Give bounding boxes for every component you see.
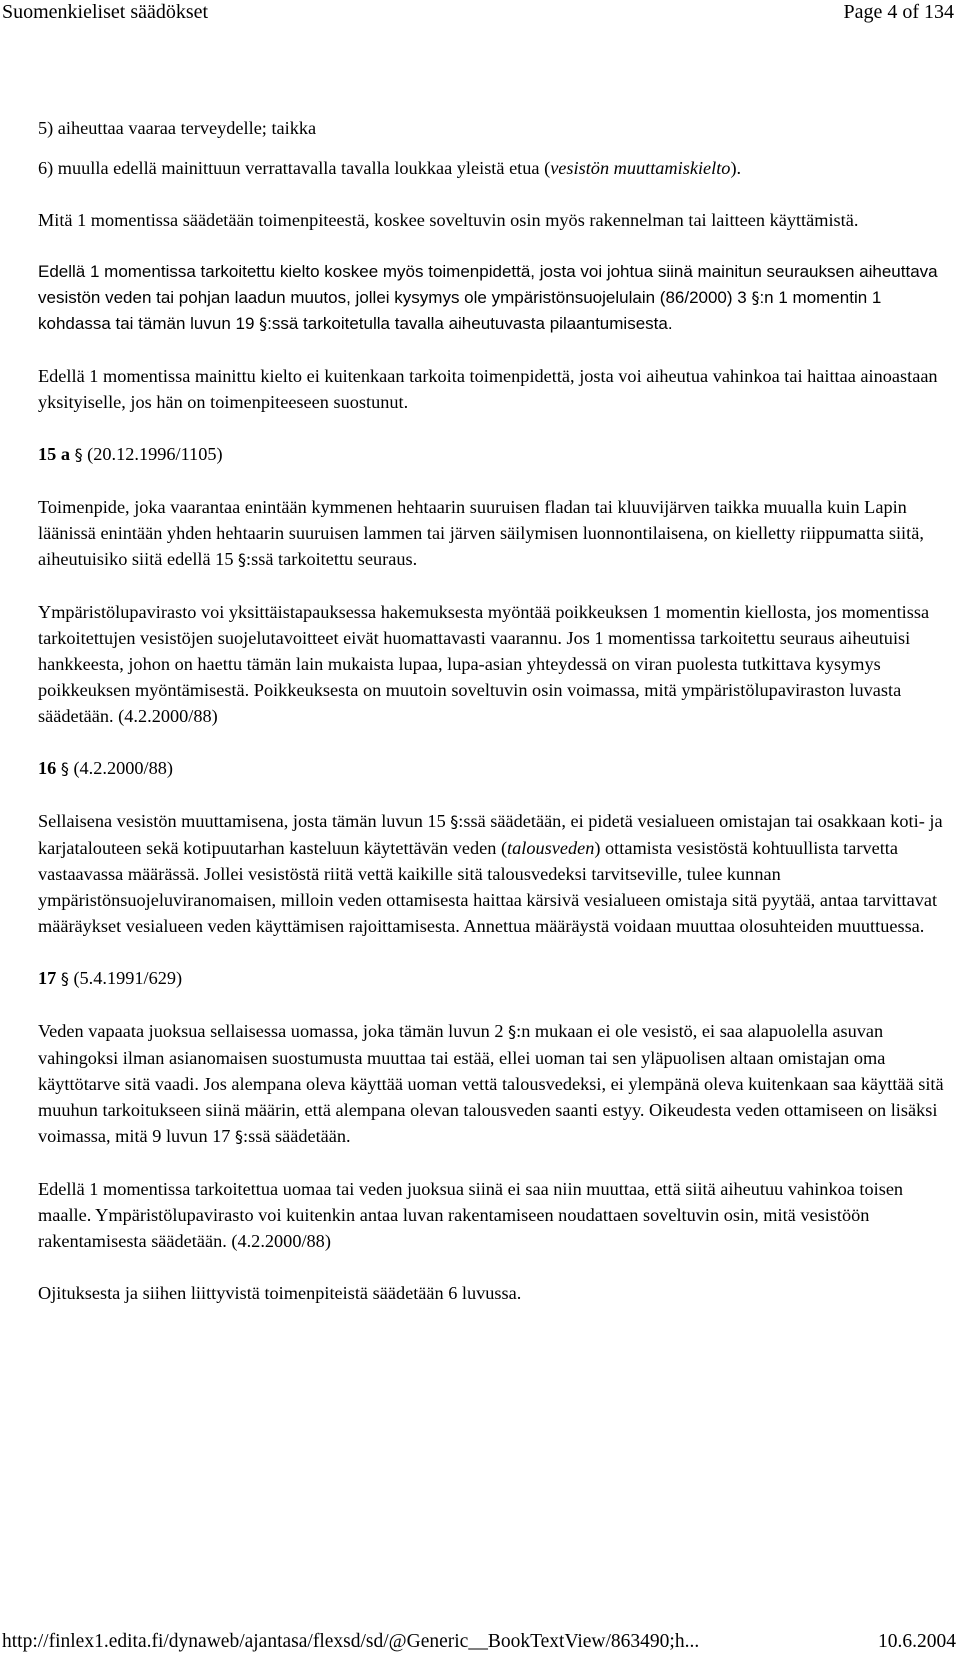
page-number: Page 4 of 134 (843, 1, 954, 23)
paragraph: Ympäristölupavirasto voi yksittäistapauksessa hakemuksesta myöntää poikkeuksen 1 momentin kiellosta, jos momentissa tarkoitettujen vesistöjen suojelutavoitteet eivät huomattavasti vaarannu. Jos 1 momentissa tarkoitettu seuraus aiheutuisi hankkeesta, johon on haettu tämän lain mukaista lupaa, lupa-asian yhteydessä on viran puolesta tutkittava kysymys poikkeuksen myöntämisestä. Poikkeuksesta on muutoin soveltuvin osin voimassa, mitä ympäristölupaviraston luvasta säädetään. (4.2.2000/88) (38, 602, 930, 726)
section-symbol: § (259, 314, 268, 333)
source-url: http://finlex1.edita.fi/dynaweb/ajantasa/flexsd/sd/@Generic__BookTextView/863490;h... (2, 1631, 700, 1652)
section-heading-15a (38, 441, 950, 468)
section-number: 16 (38, 758, 57, 778)
page-header (2, 0, 954, 24)
section-heading-16 (38, 755, 950, 782)
amendment-reference: (5.4.1991/629) (73, 968, 183, 988)
paragraph: Sellaisena vesistön muuttamisena, josta tämän luvun 15 §:ssä säädetään, ei pidetä vesialueen omistajan tai osakkaan koti- ja karjatalouteen sekä kotipuutarhan kasteluun käytettävän veden (talousveden) ottamista vesistöstä kohtuullista tarvetta vastaavassa määrässä. Jollei vesistöstä riitä vettä kaikille sitä talousvedeksi tarvitseville, tulee kunnan ympäristönsuojeluviranomaisen, milloin veden ottamisesta haittaa kärsivä vesialueen omistaja sitä pyytää, antaa tarvittavat määräykset vesialueen veden käyttämisen rajoittamisesta. Annettua määräystä voidaan muuttaa olosuhteiden muuttuessa. (38, 811, 943, 936)
paragraph: Ojituksesta ja siihen liittyvistä toimenpiteistä säädetään 6 luvussa. (38, 1283, 522, 1303)
paragraph-item-6: 6) muulla edellä mainittuun verrattavalla tavalla loukkaa yleistä etua (vesistön muuttamiskielto). (38, 158, 742, 178)
paragraph: Mitä 1 momentissa säädetään toimenpiteestä, koskee soveltuvin osin myös rakennelman tai laitteen käyttämistä. (38, 210, 859, 230)
paragraph: Edellä 1 momentissa tarkoitettua uomaa tai veden juoksua siinä ei saa niin muuttaa, että siitä aiheutuu vahinkoa toisen maalle. Ympäristölupavirasto voi kuitenkin antaa luvan rakentamiseen noudattaen soveltuvin osin, mitä vesistöön rakentamisesta säädetään. (4.2.2000/88) (38, 1179, 904, 1251)
amendment-reference: (20.12.1996/1105) (87, 444, 223, 464)
section-symbol: § (74, 445, 83, 464)
section-symbol: § (508, 1022, 517, 1041)
section-number: 15 a (38, 444, 70, 464)
paragraph-item-5: 5) aiheuttaa vaaraa terveydelle; taikka (38, 118, 317, 138)
paragraph: Toimenpide, joka vaarantaa enintään kymmenen hehtaarin suuruisen fladan tai kluuvijärven taikka muualla kuin Lapin läänissä enintään yhden hehtaarin suuruisen lammen tai järven säilymisen luonnontilaisena, on kielletty riippumatta siitä, aiheutuisiko siitä edellä 15 §:ssä tarkoitettu seuraus. (38, 497, 924, 569)
section-number: 17 (38, 968, 57, 988)
paragraph: Edellä 1 momentissa mainittu kielto ei kuitenkaan tarkoita toimenpidettä, josta voi aiheutua vahinkoa tai haittaa ainoastaan yksityiselle, jos hän on toimenpiteeseen suostunut. (38, 366, 938, 412)
section-symbol: § (238, 550, 247, 569)
page-footer (2, 1630, 956, 1654)
section-symbol: § (60, 969, 69, 988)
term-italic: vesistön muuttamiskielto (550, 158, 731, 178)
section-heading-17 (38, 965, 950, 992)
document-title: Suomenkieliset säädökset (2, 1, 209, 23)
document-body (38, 115, 950, 1332)
section-symbol: § (60, 759, 69, 778)
paragraph: Edellä 1 momentissa tarkoitettu kielto koskee myös toimenpidettä, josta voi johtua siinä mainitun seurauksen aiheuttava vesistön veden tai pohjan laadun muutos, jollei kysymys ole ympäristönsuojelulain (86/2000) 3 §:n 1 momentin 1 kohdassa tai tämän luvun 19 §:ssä tarkoitetulla tavalla aiheutuvasta pilaantumisesta. (38, 262, 938, 333)
amendment-reference: (4.2.2000/88) (73, 758, 173, 778)
section-symbol: § (751, 288, 760, 307)
term-italic: talousveden (507, 838, 595, 858)
print-date: 10.6.2004 (878, 1631, 956, 1652)
section-symbol: § (450, 812, 459, 831)
paragraph: Veden vapaata juoksua sellaisessa uomassa, joka tämän luvun 2 §:n mukaan ei ole vesistö, ei saa alapuolella asuvan vahingoksi ilman asianomaisen suostumusta muuttaa tai estää, ellei uoman tai sen yläpuolisen altaan omistajan oma käyttötarve sitä vaadi. Jos alempana oleva käyttää uoman vettä talousvedeksi, ei ylempänä oleva kuitenkaan saa käyttää sitä muuhun tarkoitukseen siinä määrin, että alempana olevan talousveden saanti estyy. Oikeudesta veden ottamiseen on lisäksi voimassa, mitä 9 luvun 17 §:ssä säädetään. (38, 1021, 944, 1146)
section-symbol: § (235, 1127, 244, 1146)
